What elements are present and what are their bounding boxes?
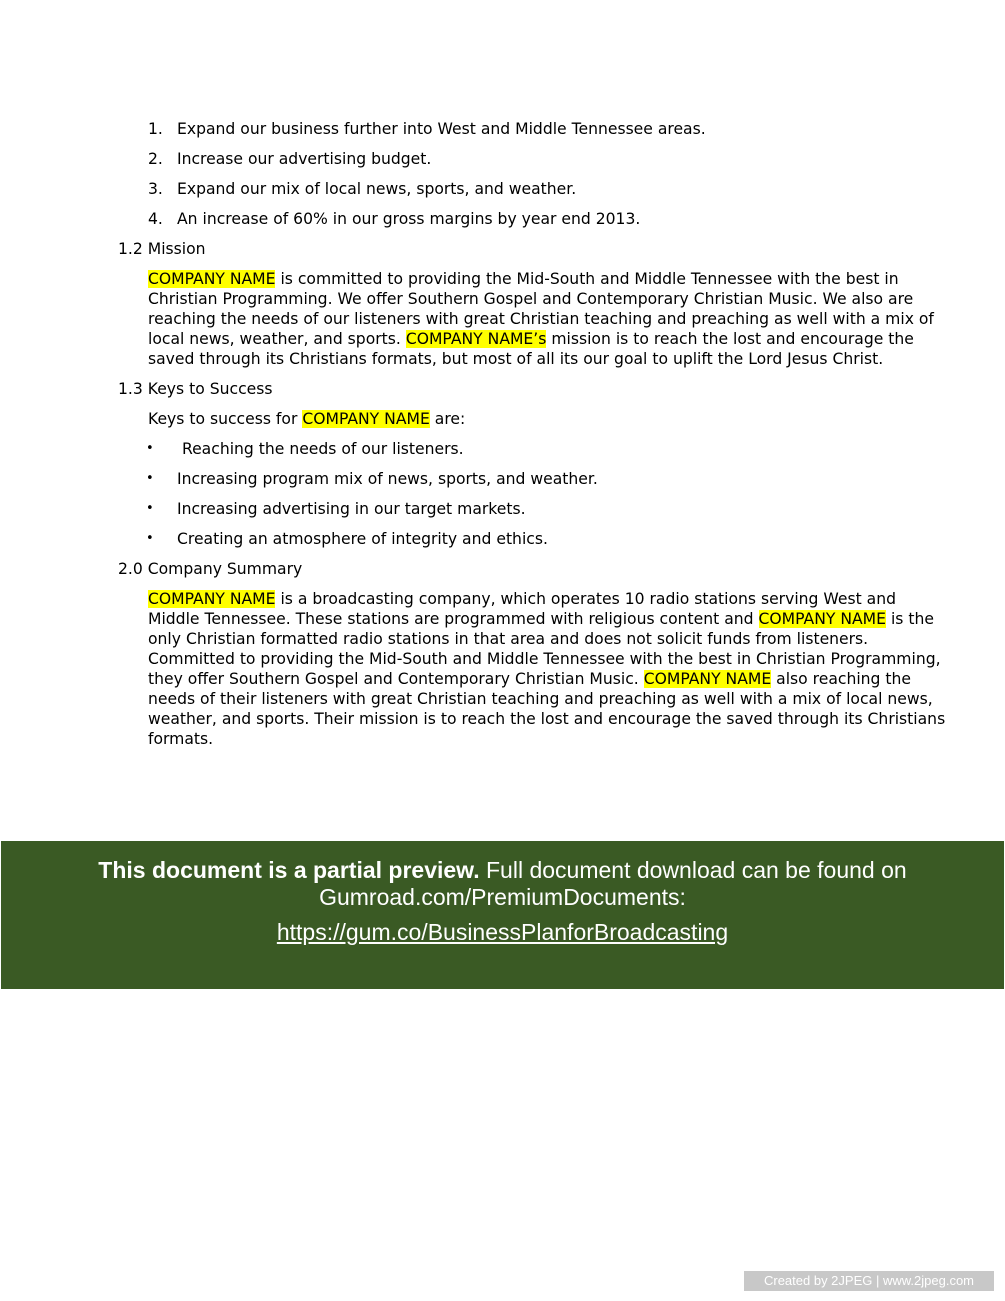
list-number: 4. bbox=[148, 210, 163, 228]
list-item-text: Reaching the needs of our listeners. bbox=[177, 440, 464, 458]
section-heading-keys: 1.3 Keys to Success bbox=[118, 380, 273, 398]
list-item bbox=[118, 439, 958, 459]
document-content bbox=[118, 119, 958, 759]
keys-intro-suffix: are: bbox=[429, 410, 466, 428]
summary-text-2: is the only Christian formatted radio stations in that area and does not solicit funds from listeners. Committed to providing the Mid-South and Middle Tennessee with the best in Christian Programming, they offer Southern Gospel and Contemporary Christian Music. bbox=[148, 610, 941, 688]
list-item-text: Increasing advertising in our target markets. bbox=[177, 500, 526, 518]
company-name-highlight: COMPANY NAME bbox=[302, 410, 430, 428]
bullet-icon: • bbox=[146, 501, 154, 516]
list-number: 2. bbox=[148, 150, 163, 168]
banner-text: Full document download can be found on bbox=[479, 857, 907, 883]
partial-preview-banner bbox=[1, 841, 1004, 989]
list-item bbox=[118, 179, 958, 199]
list-item bbox=[118, 469, 958, 489]
list-item-text: An increase of 60% in our gross margins by year end 2013. bbox=[177, 210, 641, 228]
list-item-text: Expand our mix of local news, sports, and weather. bbox=[177, 180, 577, 198]
mission-text-2: mission is to reach the lost and encourage the saved through its Christians formats, but most of all its our goal to uplift the Lord Jesus Christ. bbox=[148, 330, 914, 368]
list-item bbox=[118, 149, 958, 169]
bullet-icon: • bbox=[146, 471, 154, 486]
list-item bbox=[118, 119, 958, 139]
company-name-highlight: COMPANY NAME’s bbox=[405, 330, 547, 348]
company-summary-paragraph bbox=[148, 589, 950, 749]
keys-intro-prefix: Keys to success for bbox=[148, 410, 303, 428]
list-item-text: Expand our business further into West and Middle Tennessee areas. bbox=[177, 120, 706, 138]
company-name-highlight: COMPANY NAME bbox=[758, 610, 886, 628]
company-name-highlight: COMPANY NAME bbox=[148, 270, 276, 288]
mission-text-1: is committed to providing the Mid-South and Middle Tennessee with the best in Christian Programming. We offer Southern Gospel and Contemporary Christian Music. We also are reaching the needs of our listeners with great Christian teaching and preaching as well with a mix of local news, weather, and sports. bbox=[148, 270, 934, 348]
section-heading-mission: 1.2 Mission bbox=[118, 240, 206, 258]
company-name-highlight: COMPANY NAME bbox=[643, 670, 772, 688]
list-number: 3. bbox=[148, 180, 163, 198]
banner-line-3 bbox=[1, 919, 1004, 946]
list-item-text: Increase our advertising budget. bbox=[177, 150, 432, 168]
banner-line-2: Gumroad.com/PremiumDocuments: bbox=[319, 884, 686, 910]
list-item-text: Creating an atmosphere of integrity and ethics. bbox=[177, 530, 548, 548]
banner-bold-text: This document is a partial preview. bbox=[98, 857, 480, 883]
list-item bbox=[118, 499, 958, 519]
watermark: Created by 2JPEG | www.2jpeg.com bbox=[744, 1271, 994, 1291]
list-number: 1. bbox=[148, 120, 163, 138]
keys-intro bbox=[148, 409, 950, 429]
company-name-highlight: COMPANY NAME bbox=[148, 590, 276, 608]
bullet-icon: • bbox=[146, 531, 154, 546]
list-item-text: Increasing program mix of news, sports, and weather. bbox=[177, 470, 598, 488]
banner-line-1 bbox=[1, 857, 1004, 884]
list-item bbox=[118, 209, 958, 229]
mission-paragraph bbox=[148, 269, 950, 369]
list-item bbox=[118, 529, 958, 549]
section-heading-company-summary: 2.0 Company Summary bbox=[118, 560, 303, 578]
summary-text-3: also reaching the needs of their listeners with great Christian teaching and preaching as well with a mix of local news, weather, and sports. Their mission is to reach the lost and encourage the saved through its Christians formats. bbox=[148, 670, 946, 748]
bullet-icon: • bbox=[146, 441, 154, 456]
summary-text-1: is a broadcasting company, which operates 10 radio stations serving West and Middle Tennessee. These stations are programmed with religious content and bbox=[148, 590, 897, 628]
download-link[interactable]: https://gum.co/BusinessPlanforBroadcasting bbox=[276, 919, 729, 945]
